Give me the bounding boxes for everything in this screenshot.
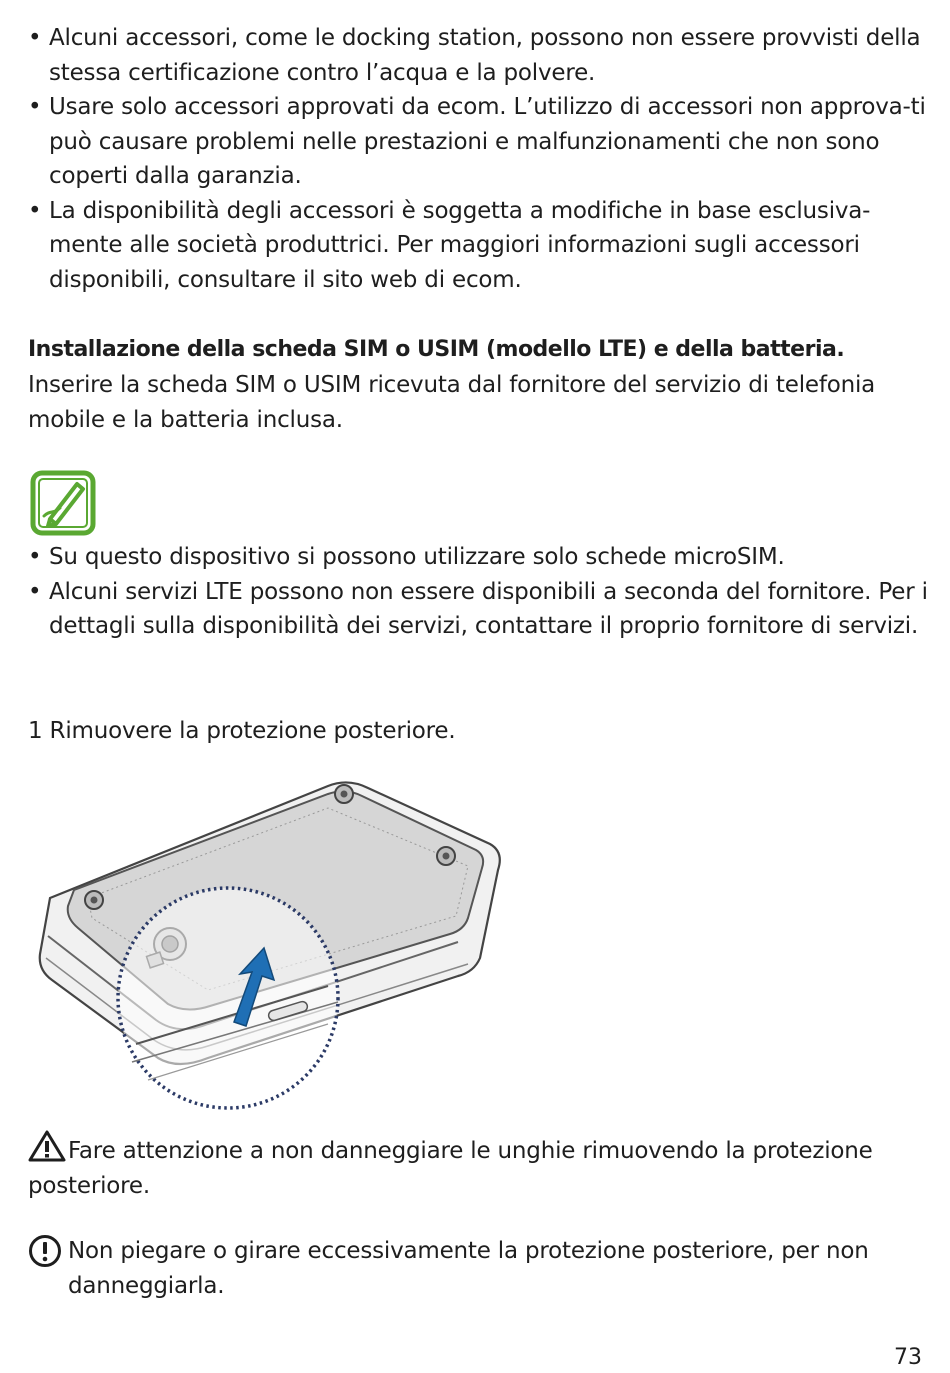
caution-text: Non piegare o girare eccessivamente la protezione posteriore, per non danneggiarla.: [68, 1238, 869, 1299]
phone-back-cover-removal-illustration: [28, 758, 518, 1118]
step-instruction: 1 Rimuovere la protezione posteriore.: [28, 718, 456, 744]
bullet-text: Usare solo accessori approvati da ecom. L’utilizzo di accessori non approva-ti può causare problemi nelle prestazioni e malfunzionamenti che non sono coperti dalla garanzia.: [49, 94, 926, 189]
bullet-icon: •: [28, 544, 42, 570]
list-item: [28, 21, 928, 90]
list-item: [28, 540, 928, 575]
bullet-icon: •: [28, 197, 42, 224]
list-item: [28, 90, 928, 194]
section-heading: Installazione della scheda SIM o USIM (modello LTE) e della batteria.: [28, 337, 845, 362]
bullet-icon: •: [28, 94, 42, 120]
exclamation-circle-icon: [28, 1234, 62, 1268]
warning-triangle-icon: [28, 1130, 66, 1162]
note-pencil-icon: [30, 470, 96, 536]
bullet-text: Alcuni accessori, come le docking station, possono non essere provvisti della stessa certificazione contro l’acqua e la polvere.: [49, 25, 921, 86]
note-bullet-list: [28, 540, 928, 644]
list-item: [28, 575, 928, 644]
warning-note: [28, 1130, 908, 1203]
bullet-icon: •: [28, 578, 42, 605]
warning-text: Fare attenzione a non danneggiare le unghie rimuovendo la protezione posteriore.: [28, 1138, 873, 1199]
bullet-text: Alcuni servizi LTE possono non essere disponibili a seconda del fornitore. Per i dettagli sulla disponibilità dei servizi, contattare il proprio fornitore di servizi.: [49, 578, 928, 639]
list-item: [28, 194, 928, 298]
section-intro: Inserire la scheda SIM o USIM ricevuta dal fornitore del servizio di telefonia mobile e la batteria inclusa.: [28, 372, 876, 433]
bullet-icon: •: [28, 25, 42, 51]
accessories-bullet-list: [28, 21, 928, 297]
bullet-text: La disponibilità degli accessori è soggetta a modifiche in base esclusiva-mente alle società produttrici. Per maggiori informazioni sugli accessori disponibili, consultare il sito web di ecom.: [49, 197, 871, 293]
bullet-text: Su questo dispositivo si possono utilizzare solo schede microSIM.: [49, 544, 785, 570]
page-number: 73: [894, 1345, 922, 1370]
caution-note: [28, 1234, 908, 1303]
